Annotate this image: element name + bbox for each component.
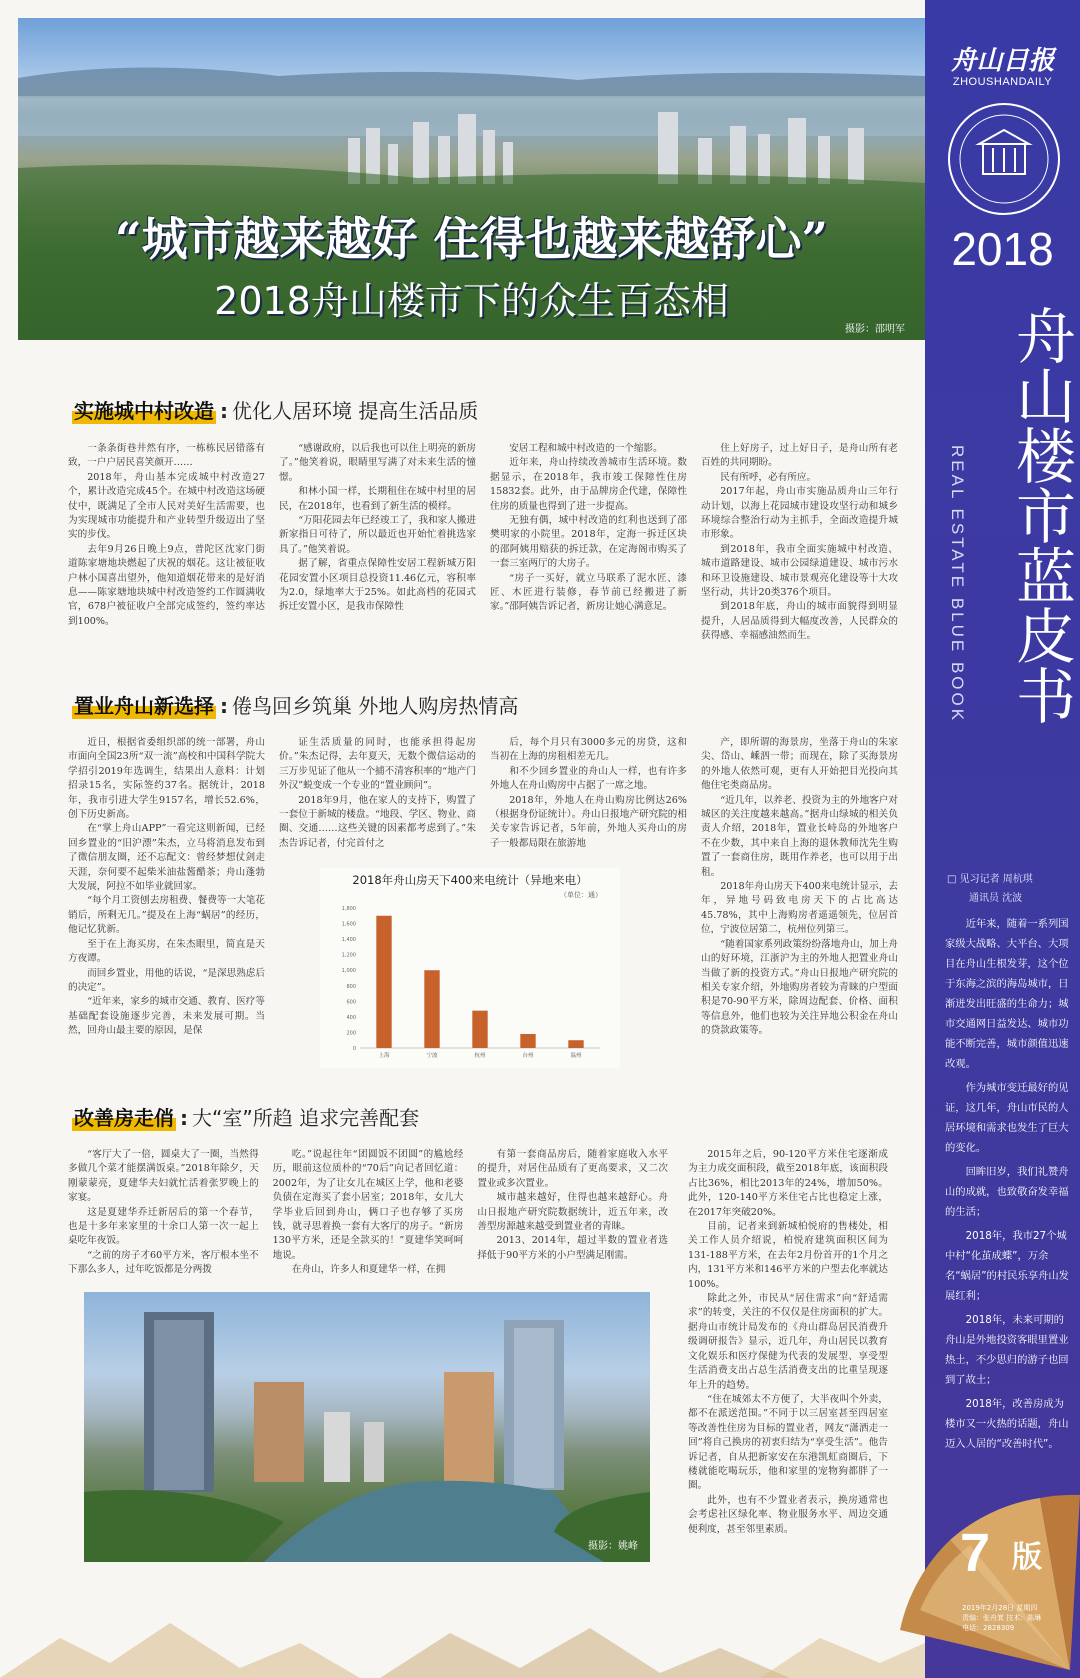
x-tick-label: 杭州 xyxy=(474,1053,486,1059)
city-river-illustration xyxy=(84,1292,650,1562)
edition-label: 版 xyxy=(1012,1540,1042,1575)
section2-column: 后，每个月只有3000多元的房贷，这和当初在上海的房租相差无几。 和不少回乡置业的舟山人一样，也有许多外地人在舟山购房中占据了一席之地。 2018年，外地人在舟山购房比例达26%（根据身份证统计）。舟山日报地产研究院的相关专家告诉记者，5年前，外地人买舟山的房子一般都局限在旅游地 xyxy=(490,737,687,849)
y-tick-label: 0 xyxy=(352,1046,356,1052)
bar-上海 xyxy=(376,916,391,1048)
section3-body-right xyxy=(688,1148,888,1558)
section1-column: “感谢政府，以后我也可以住上明亮的新房了。”他笑着说，眼睛里写满了对未来生活的憧憬。 和林小国一样，长期租住在城中村里的居民，在2018年，也看到了新生活的模样。 “万阳花园去年已经竣工了，我和家人搬进新家指日可待了，所以最近也开始忙着挑选家具了。”他笑着说。 据了解，省重点保障性安居工程新城万阳花园安置小区项目总投资11.46亿元，容积率为2.0，绿地率大于25%。如此高档的花园式拆迁安置小区，是我市保障性 xyxy=(279,443,476,613)
section2-column: 近日，根据省委组织部的统一部署，舟山市面向全国23所“双一流”高校和中国科学院大学招引2019年选调生，结果出人意料：计划招录15名，实际签约37名。据统计，2018年，我市引进大学生9157名，增长52.6%，创下历史新高。 在“掌上舟山APP”一看完这则新闻，已经回乡置业的“旧沪漂”朱杰，立马将消息发布到了微信朋友圈，还不忘配文：曾经梦想仗剑走天涯，奈何要不起柴米油盐酱醋茶；舟山蓬勃大发展，阿拉不如毕业就回家。 “每个月工资刨去房租费、餐费等一大笔花销后，所剩无几。”提及在上海“蜗居”的经历，他记忆犹新。 至于在上海买房，在朱杰眼里，简直是天方夜谭。 而回乡置业，用他的话说，“是深思熟虑后的决定”。 “近年来，家乡的城市交通、教育、医疗等基础配套设施逐步完善，未来发展可期。当然，回舟山最主要的原因，是保 xyxy=(68,737,265,1037)
y-tick-label: 600 xyxy=(346,999,356,1006)
call-stats-chart xyxy=(320,868,620,1068)
bar-台州 xyxy=(520,1034,535,1048)
y-tick-label: 1,000 xyxy=(341,968,356,975)
research-institute-seal-icon xyxy=(945,100,1063,218)
section3-heading: 改善房走俏 : 大“室”所趋 追求完善配套 xyxy=(72,1102,419,1136)
section1-column: 住上好房子，过上好日子，是舟山所有老百姓的共同期盼。 民有所呼，必有所应。 2017年起，舟山市实施品质舟山三年行动计划，以海上花园城市建设攻坚行动和城乡环境综合整治行动为主抓手，全面改造提升城市形象。 到2018年，我市全面实施城中村改造、城市道路建设、城市公园绿道建设、城市污水和环卫设施建设、城市景观亮化建设等十大攻坚行动，共计20类376个项目。 到2018年底，舟山的城市面貌得到明显提升，人居品质得到大幅度改善，人民群众的获得感、幸福感油然而生。 xyxy=(701,443,898,642)
bar-杭州 xyxy=(472,1011,487,1048)
section2-highlight: 置业舟山新选择 xyxy=(72,690,216,719)
issue-editors: 责编：张舟箕 技术：陈琳 xyxy=(962,1614,1042,1622)
section3-subtitle: 大“室”所趋 追求完善配套 xyxy=(192,1106,420,1130)
y-tick-label: 800 xyxy=(346,983,356,990)
section3-highlight: 改善房走俏 xyxy=(72,1102,176,1131)
section3-column: “客厅大了一倍，圆桌大了一圈，当然得多做几个菜才能摆满饭桌。”2018年除夕，天刚蒙蒙亮，夏建华夫妇就忙活着张罗晚上的家宴。 这是夏建华乔迁新居后的第一个春节，也是十多年来家里的十余口人第一次一起上桌吃年夜饭。 “之前的房子才60平方米，客厅根本坐不下那么多人，过年吃饭都是分两拨 xyxy=(68,1149,259,1276)
y-tick-label: 1,800 xyxy=(341,906,356,912)
y-tick-label: 1,200 xyxy=(341,952,356,959)
section2-column: 产，即所谓的海景房，坐落于舟山的朱家尖、岱山、嵊泗一带；而现在，除了买海景房的外地人依然可观，更有人开始把目光投向其他住宅类商品房。 “近几年，以养老、投资为主的外地客户对城区的关注度越来越高。”据舟山绿城的相关负责人介绍，2018年，置业长峙岛的外地客户不在少数，其中来自上海的退休教师沈先生购置了一套商住房，既用作养老，也可以用于出租。 2018年舟山房天下400来电统计显示，去年，异地号码致电房天下的占比高达45.78%，其中上海购房者遥遥领先，位居首位，宁波位居第二，杭州位列第三。 “随着国家系列政策纷纷落地舟山，加上舟山的好环境，江浙沪为主的外地人把置业舟山当做了新的投资方式。”舟山日报地产研究院的相关专家介绍，外地购房者较为青睐的户型面积是70-90平方米，除周边配套、价格、面积等信息外，他们也较为关注异地公积金在舟山的贷款政策等。 xyxy=(701,737,898,1037)
right-sidebar xyxy=(925,0,1080,1678)
byline xyxy=(947,870,1072,908)
hero-subtitle: 2018舟山楼市下的众生百态相 xyxy=(214,279,729,323)
byline-reporter: □ 见习记者 周杭琪 xyxy=(947,874,1033,885)
section3-column: 2015年之后，90-120平方米住宅逐渐成为主力成交面积段，截至2018年底，该面积段占比36%，相比2013年的24%，增加50%。此外，120-140平方米住宅占比也稳定上涨，在2017年突破20%。 目前，记者来到新城柏悦府的售楼处，相关工作人员介绍说，柏悦府建筑面积区间为131-188平方米，在去年2月份首开的1个月之内，131平方米和146平方米的户型去化率就达100%。 除此之外，市民从“居住需求”向“舒适需求”的转变，关注的不仅仅是住房面积的扩大。据舟山市统计局发布的《舟山群岛居民消费升级调研报告》显示，近几年，舟山居民以教育文化娱乐和医疗保健为代表的发展型、享受型生活消费支出占总生活消费支出的比重呈现逐年上升的趋势。 “住在城郊太不方便了，大半夜叫个外卖，都不在派送范围。”不同于以三居室甚至四居室等改善性住房为目标的置业者，网友“潇洒走一回”将自己换房的初衷归结为“享受生活”。他告诉记者，自从把新家安在东港凯虹商圈后，下楼就能吃喝玩乐，他和家里的宠物狗都胖了一圈。 此外，也有不少置业者表示，换房通常也会考虑社区绿化率、物业服务水平、周边交通便利度，甚至邻里素质。 xyxy=(688,1149,888,1535)
chart-title: 2018年舟山房天下400来电统计（异地来电） xyxy=(352,873,588,887)
section2-heading: 置业舟山新选择 : 倦鸟回乡筑巢 外地人购房热情高 xyxy=(72,690,518,724)
section3-column: 有第一套商品房后，随着家庭收入水平的提升，对居住品质有了更高要求，又二次置业或多次置业。 城市越来越好，住得也越来越舒心。舟山日报地产研究院数据统计，近五年来，改善型房源越来越受到置业者的青睐。 2013、2014年，超过半数的置业者选择低于90平方米的小户型满足刚需。 xyxy=(477,1149,669,1261)
bar-温州 xyxy=(568,1040,583,1048)
section1-column: 一条条街巷井然有序，一栋栋民居错落有致，一户户居民喜笑颜开…… 2018年，舟山基本完成城中村改造27个，累计改造完成45个。在城中村改造这场硬仗中，既满足了全市人民对美好生活需要，也为实现城市功能提升和产业转型升级迈出了坚实的步伐。 去年9月26日晚上9点，普陀区沈家门街道陈家塘地块燃起了庆祝的烟花。这让被征收户林小国喜出望外，他知道烟花带来的是好消息——陈家塘地块城中村改造签约工作圆满收官，678户被征收户全部完成签约，签约率达到100%。 xyxy=(68,443,265,627)
section1-heading: 实施城中村改造 : 优化人居环境 提高生活品质 xyxy=(72,395,478,429)
sidebar-intro: 近年来，随着一系列国家级大战略、大平台、大项目在舟山生根发芽，这个位于东海之滨的海岛城市，日渐迸发出旺盛的生命力；城市交通网日益发达、城市功能不断完善，城市颜值迅速改观。 作为城市变迁最好的见证，这几年，舟山市民的人居环境和需求也发生了巨大的变化。 回眸旧岁，我们礼赞舟山的成就，也致敬奋发幸福的生活； 2018年，我市27个城中村“化茧成蝶”，万余名“蜗居”的村民乐享舟山发展红利； 2018年，未来可期的舟山是外地投资客眼里置业热土，不少思归的游子也回到了故土； 2018年，改善房成为楼市又一火热的话题，舟山迈入人居的“改善时代”。 xyxy=(945,918,1069,1450)
x-tick-label: 上海 xyxy=(378,1053,390,1059)
chart-unit-label: （单位：通） xyxy=(560,891,602,899)
photo-credit: 摄影：姚峰 xyxy=(588,1541,638,1552)
section1-body xyxy=(68,442,898,642)
blue-book-title-en: REAL ESTATE BLUE BOOK xyxy=(948,445,967,724)
section2-column: 证生活质量的同时，也能承担得起房价。”朱杰记得，去年夏天，无数个微信运动的三万步见证了他从一个捕不清容积率的“地产门外汉”蜕变成一个专业的“置业顾问”。 2018年9月，他在家人的支持下，购置了一套位于新城的楼盘。“地段、学区、物业、商圈、交通……这些关键的因素都考虑到了。”朱杰告诉记者，付完首付之 xyxy=(279,737,476,849)
x-tick-label: 温州 xyxy=(570,1053,582,1059)
x-tick-label: 宁波 xyxy=(426,1053,438,1059)
y-tick-label: 200 xyxy=(346,1030,356,1037)
bar-宁波 xyxy=(424,970,439,1048)
hero-photo-credit: 摄影：邵明军 xyxy=(845,324,905,335)
edition-number: 7 xyxy=(960,1523,991,1583)
chart-plot xyxy=(320,868,620,1068)
decorative-mountains xyxy=(0,1608,925,1678)
section3-body xyxy=(68,1148,668,1278)
city-river-photo xyxy=(84,1292,650,1562)
hero-photo xyxy=(18,18,925,340)
byline-correspondent: 通讯员 沈波 xyxy=(969,893,1023,904)
x-tick-label: 台州 xyxy=(522,1053,534,1059)
blue-book-year: 2018 xyxy=(951,223,1054,275)
y-tick-label: 400 xyxy=(346,1014,356,1021)
hero-title: “城市越来越好 住得也越来越舒心” xyxy=(115,212,828,266)
section1-subtitle: 优化人居环境 提高生活品质 xyxy=(232,399,479,423)
y-tick-label: 1,600 xyxy=(341,921,356,928)
blue-book-title: 舟山楼市蓝皮书 xyxy=(1006,305,1076,725)
section3-column: 吃。”说起往年“团圆饭不团圆”的尴尬经历，眼前这位质朴的“70后”向记者回忆道：2002年，为了让女儿在城区上学，他和老婆负债在定海买了套小居室；2018年，女儿大学毕业后回到舟山，俩口子也存够了买房钱，就寻思着换一套有大客厅的房子。“新房130平方米，还是全款买的！”夏建华笑呵呵地说。 在舟山，许多人和夏建华一样，在拥 xyxy=(272,1149,464,1276)
section1-highlight: 实施城中村改造 xyxy=(72,395,216,424)
section2-subtitle: 倦鸟回乡筑巢 外地人购房热情高 xyxy=(232,694,519,718)
issue-date: 2019年2月28日 星期四 xyxy=(962,1604,1038,1612)
issue-info xyxy=(962,1603,1077,1633)
y-tick-label: 1,400 xyxy=(341,937,356,944)
issue-phone: 电话：2828309 xyxy=(962,1624,1015,1632)
newspaper-logo: 舟山日报 xyxy=(950,46,1055,76)
newspaper-logo-en: ZHOUSHANDAILY xyxy=(952,76,1053,88)
section1-column: 安居工程和城中村改造的一个缩影。 近年来，舟山持续改善城市生活环境。数据显示，在2018年，我市竣工保障性住房15832套。此外，由于品牌房企代建，保障性住房的质量也得到了进一步提高。 无独有偶，城中村改造的红利也送到了邵樊明家的小院里。2018年，定海一拆迁区块的邵阿姨用赔获的拆迁款，在定海阁市购买了一套三室两厅的大房子。 “房子一买好，就立马联系了泥水匠、漆匠、木匠进行装修，春节前已经搬进了新家。”邵阿姨告诉记者，新房让她心满意足。 xyxy=(490,443,687,613)
